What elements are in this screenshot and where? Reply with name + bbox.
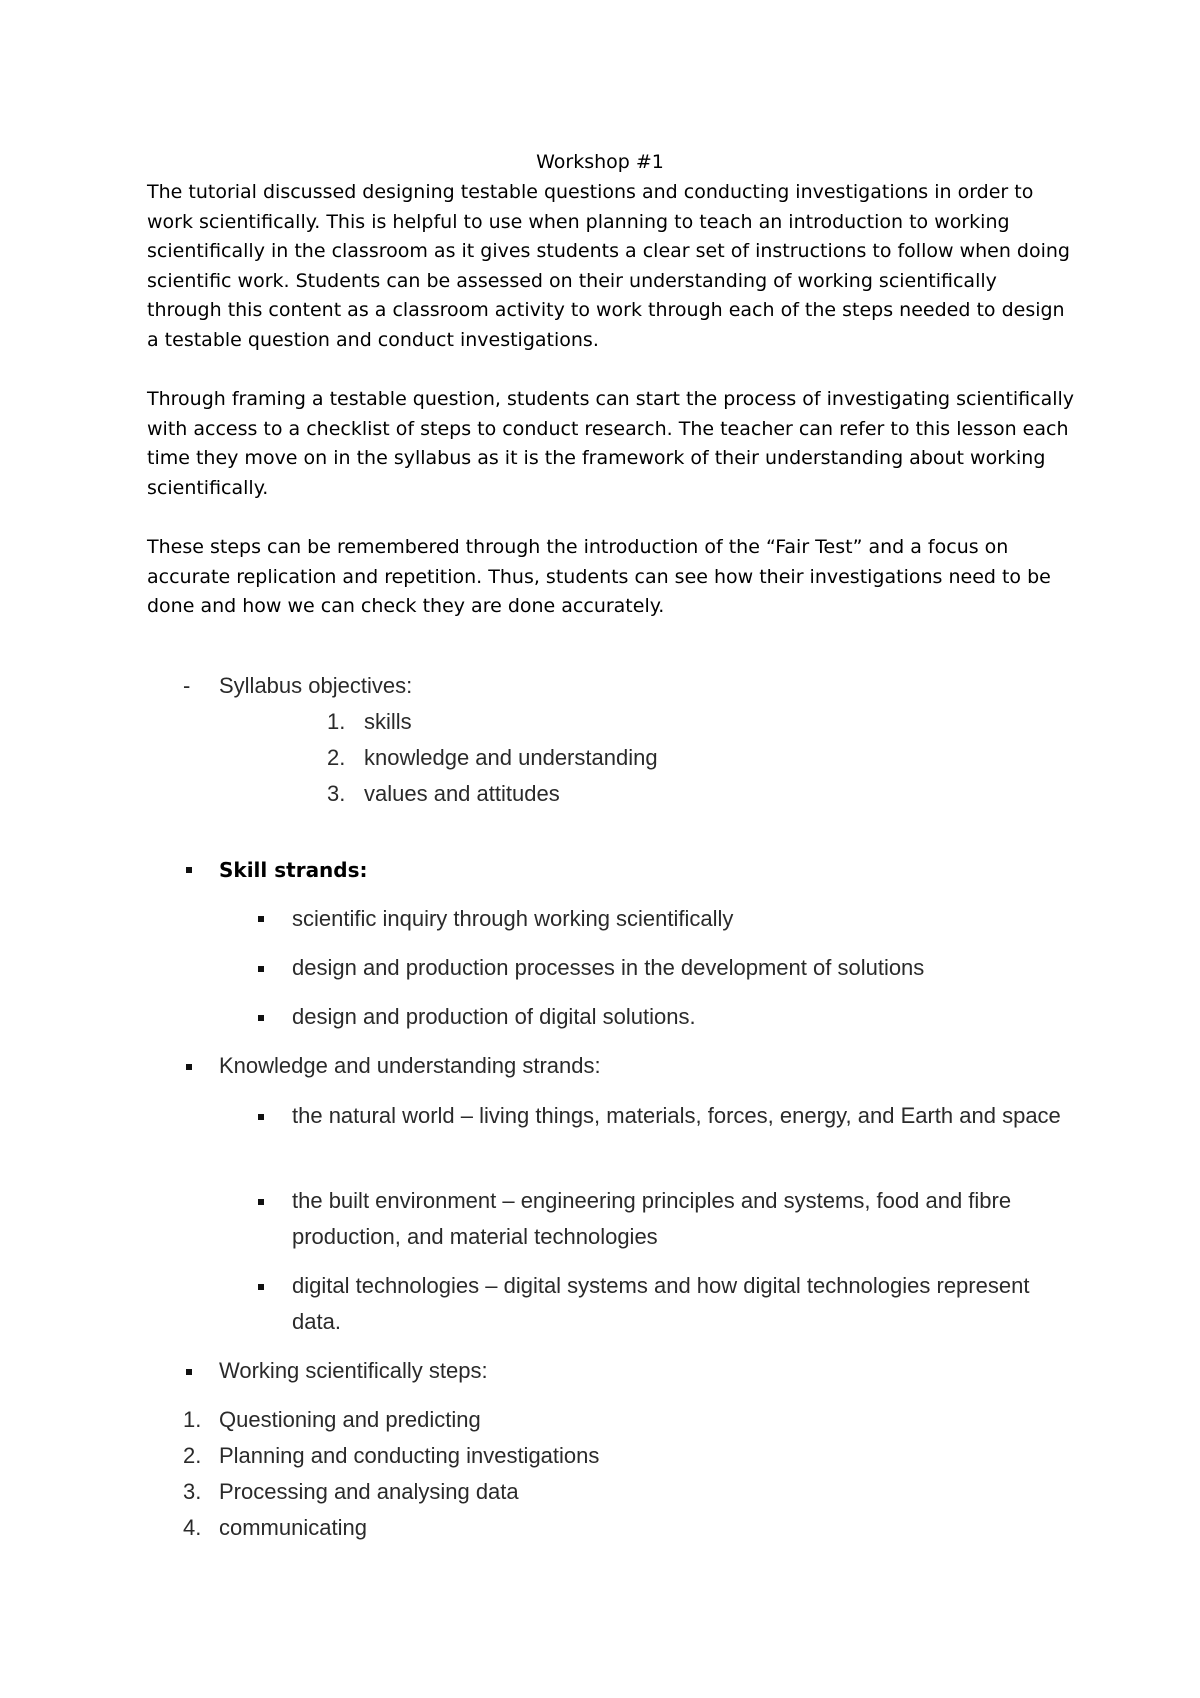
knowledge-strands-label: Knowledge and understanding strands: <box>219 1053 601 1078</box>
knowledge-strand-item: the natural world – living things, materials, forces, energy, and Earth and space <box>292 1103 1061 1128</box>
skill-strand-item: scientific inquiry through working scientifically <box>292 906 734 931</box>
skill-strands-label: Skill strands: <box>219 858 368 882</box>
knowledge-strand-item: digital technologies – digital systems and how digital technologies represent data. <box>292 1273 1030 1334</box>
square-bullet-icon <box>258 1015 264 1021</box>
square-bullet-icon <box>258 1114 264 1120</box>
paragraph-2 <box>147 385 1077 503</box>
knowledge-strand-item: the built environment – engineering principles and systems, food and fibre production, and material technologies <box>292 1188 1012 1249</box>
list-number: 1. <box>183 1407 202 1432</box>
working-step-item: Planning and conducting investigations <box>219 1443 600 1468</box>
syllabus-item: knowledge and understanding <box>364 745 658 770</box>
list-number: 3. <box>183 1479 202 1504</box>
square-bullet-icon <box>186 1064 192 1070</box>
syllabus-item: values and attitudes <box>364 781 560 806</box>
page-title: Workshop #1 <box>536 151 664 173</box>
dash-bullet: - <box>183 673 191 698</box>
list-number: 1. <box>327 709 346 734</box>
paragraph-text: These steps can be remembered through the introduction of the “Fair Test” and a focus on accurate replication and repetition. Thus, students can see how their investigations need to be done and how we can check they are done accurately. <box>147 536 1051 617</box>
square-bullet-icon <box>258 966 264 972</box>
list-number: 3. <box>327 781 346 806</box>
paragraph-text: Through framing a testable question, students can start the process of investigating scientifically with access to a checklist of steps to conduct research. The teacher can refer to this lesson each time they move on in the syllabus as it is the framework of their understanding about working scientifically. <box>147 388 1075 499</box>
working-step-item: Questioning and predicting <box>219 1407 481 1432</box>
working-step-item: Processing and analysing data <box>219 1479 519 1504</box>
skill-strand-item: design and production of digital solutions. <box>292 1004 696 1029</box>
syllabus-item: skills <box>364 709 412 734</box>
working-steps-label: Working scientifically steps: <box>219 1358 488 1383</box>
square-bullet-icon <box>258 1199 264 1205</box>
skill-strand-item: design and production processes in the development of solutions <box>292 955 925 980</box>
square-bullet-icon <box>258 1284 264 1290</box>
working-step-item: communicating <box>219 1515 367 1540</box>
square-bullet-icon <box>186 867 192 873</box>
syllabus-objectives-label: Syllabus objectives: <box>219 673 413 698</box>
list-number: 2. <box>183 1443 202 1468</box>
list-number: 4. <box>183 1515 202 1540</box>
square-bullet-icon <box>186 1369 192 1375</box>
paragraph-1 <box>147 178 1077 355</box>
list-number: 2. <box>327 745 346 770</box>
paragraph-3 <box>147 533 1077 622</box>
paragraph-text: The tutorial discussed designing testable questions and conducting investigations in order to work scientifically. This is helpful to use when planning to teach an introduction to working scientifically in the classroom as it gives students a clear set of instructions to follow when doing scientific work. Students can be assessed on their understanding of working scientifically through this content as a classroom activity to work through each of the steps needed to design a testable question and conduct investigations. <box>147 181 1070 351</box>
square-bullet-icon <box>258 916 264 922</box>
